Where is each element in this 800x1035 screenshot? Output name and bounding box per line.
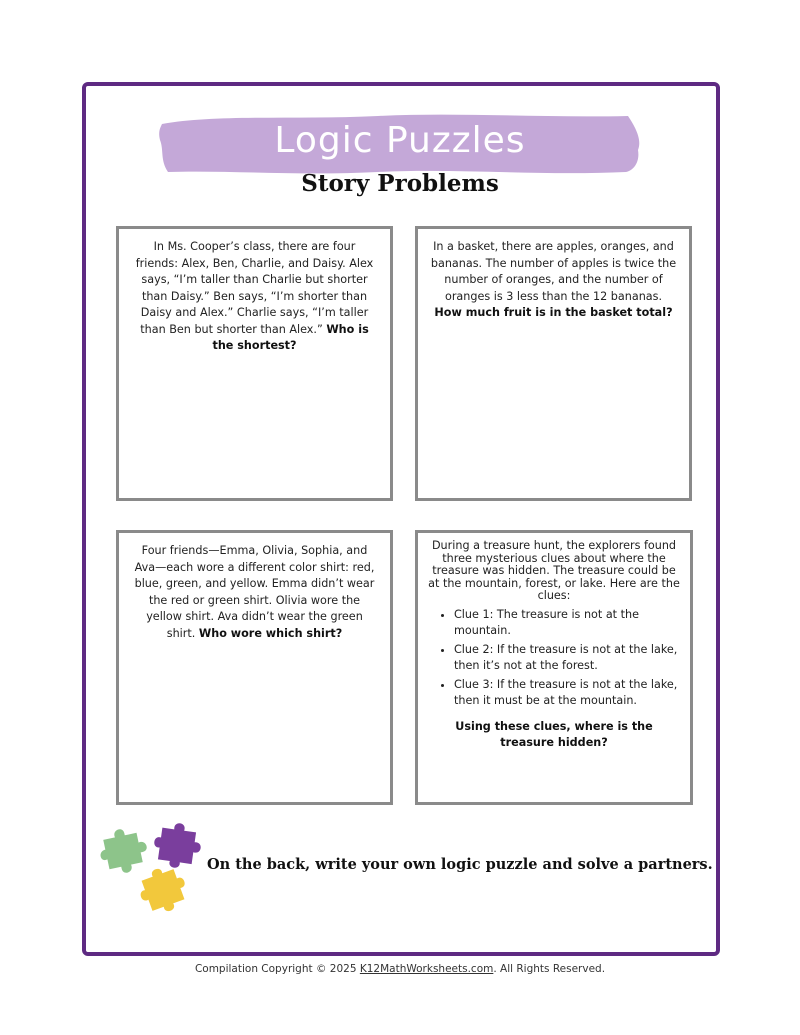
problem-question: Who wore which shirt? [198, 626, 343, 640]
footer-prefix: Compilation Copyright © 2025 [194, 963, 360, 975]
problem-question: Using these clues, where is the treasure hidden? [455, 719, 653, 749]
problem-question: Who is the shortest? [212, 322, 369, 352]
problem-box-1 [116, 226, 393, 501]
puzzle-piece-purple-icon [151, 820, 204, 871]
problem-text: In a basket, there are apples, oranges, and bananas. The number of apples is twice the number of oranges, and the number of oranges is 3 less than the 12 bananas. [430, 240, 677, 303]
puzzle-pieces-decoration [98, 818, 213, 918]
clue-item: • Clue 1: The treasure is not at the mountain. [454, 607, 680, 639]
clue-item: • Clue 3: If the treasure is not at the lake, then it must be at the mountain. [454, 677, 680, 709]
page-title: Logic Puzzles [274, 120, 526, 161]
footer-suffix: . All Rights Reserved. [493, 963, 606, 975]
problem-text: Four friends—Emma, Olivia, Sophia, and Ava—each wore a different color shirt: red, blue, green, and yellow. Emma didn’t wear the red or green shirt. Olivia wore the yellow shirt. Ava didn’t wear the green shirt. [134, 544, 375, 640]
problem-box-3 [116, 530, 393, 805]
problem-box-2 [415, 226, 692, 501]
footer-link[interactable]: K12MathWorksheets.com [359, 963, 494, 975]
bottom-instruction: On the back, write your own logic puzzle and solve a partners. [207, 856, 713, 873]
problem-box-4 [415, 530, 693, 805]
problem-intro: During a treasure hunt, the explorers found three mysterious clues about where the treasure was hidden. The treasure could be at the mountain, forest, or lake. Here are the clues: [428, 539, 680, 602]
clue-item: • Clue 2: If the treasure is not at the lake, then it’s not at the forest. [454, 642, 680, 674]
clue-list [428, 607, 680, 709]
puzzle-piece-green-icon [98, 824, 151, 877]
problem-text: In Ms. Cooper’s class, there are four friends: Alex, Ben, Charlie, and Daisy. Alex says, “I’m taller than Charlie but shorter than Daisy.” Ben says, “I’m shorter than Daisy and Alex.” Charlie says, “I’m taller than Ben but shorter than Alex.” [135, 240, 374, 336]
problem-question: How much fruit is in the basket total? [434, 306, 673, 319]
page-subtitle: Story Problems [301, 170, 499, 197]
puzzle-piece-yellow-icon [134, 861, 192, 918]
title-banner [158, 110, 642, 176]
copyright-footer [0, 963, 800, 975]
